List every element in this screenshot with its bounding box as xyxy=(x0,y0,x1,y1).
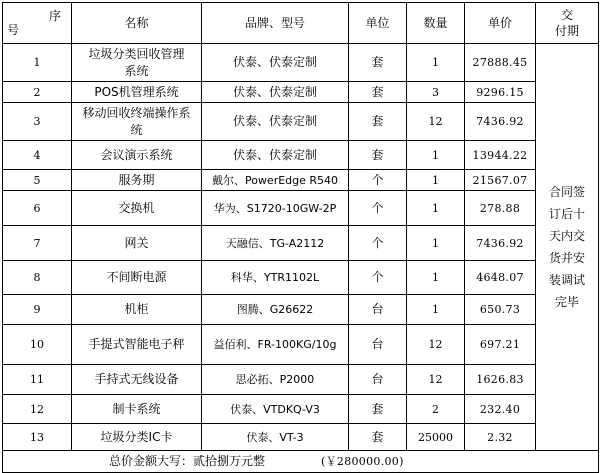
row-quantity: 12 xyxy=(407,365,465,395)
row-index: 2 xyxy=(3,82,72,103)
row-unit: 套 xyxy=(349,395,407,424)
row-brand: 天融信、TG-A2112 xyxy=(202,226,349,261)
row-quantity: 12 xyxy=(407,103,465,141)
header-index xyxy=(3,3,72,44)
header-row xyxy=(3,3,599,44)
row-index: 6 xyxy=(3,191,72,226)
row-index: 4 xyxy=(3,141,72,170)
table-row xyxy=(3,82,599,103)
row-price: 9296.15 xyxy=(465,82,536,103)
header-quantity: 数量 xyxy=(407,3,465,44)
row-quantity: 25000 xyxy=(407,424,465,451)
row-price: 232.40 xyxy=(465,395,536,424)
row-index: 5 xyxy=(3,170,72,191)
row-name: 手持式无线设备 xyxy=(72,365,202,395)
row-quantity: 1 xyxy=(407,295,465,325)
header-index-line1: 序 xyxy=(48,9,61,23)
row-price: 4648.07 xyxy=(465,261,536,295)
row-name: 不间断电源 xyxy=(72,261,202,295)
row-brand: 伏泰、伏泰定制 xyxy=(202,82,349,103)
row-name: 机柜 xyxy=(72,295,202,325)
table-row xyxy=(3,395,599,424)
row-brand: 华为、S1720-10GW-2P xyxy=(202,191,349,226)
row-price: 278.88 xyxy=(465,191,536,226)
header-unit-price: 单价 xyxy=(465,3,536,44)
row-price: 7436.92 xyxy=(465,226,536,261)
row-name: 手提式智能电子秤 xyxy=(72,325,202,365)
header-name: 名称 xyxy=(72,3,202,44)
row-unit: 个 xyxy=(349,170,407,191)
table-row xyxy=(3,325,599,365)
table-row xyxy=(3,295,599,325)
row-quantity: 2 xyxy=(407,395,465,424)
row-unit: 台 xyxy=(349,295,407,325)
row-price: 13944.22 xyxy=(465,141,536,170)
row-price: 7436.92 xyxy=(465,103,536,141)
row-name: 会议演示系统 xyxy=(72,141,202,170)
row-unit: 台 xyxy=(349,365,407,395)
row-unit: 个 xyxy=(349,261,407,295)
header-delivery-line1: 交 xyxy=(560,8,573,22)
row-brand: 伏泰、伏泰定制 xyxy=(202,103,349,141)
row-unit: 套 xyxy=(349,103,407,141)
row-index: 11 xyxy=(3,365,72,395)
row-brand: 伏泰、VTDKQ-V3 xyxy=(202,395,349,424)
row-name: 服务期 xyxy=(72,170,202,191)
row-brand: 图腾、G26622 xyxy=(202,295,349,325)
row-name: 移动回收终端操作系统 xyxy=(72,103,202,141)
row-unit: 台 xyxy=(349,325,407,365)
row-quantity: 1 xyxy=(407,44,465,82)
row-unit: 个 xyxy=(349,191,407,226)
row-brand: 科华、YTR1102L xyxy=(202,261,349,295)
table-row xyxy=(3,226,599,261)
row-quantity: 1 xyxy=(407,170,465,191)
row-price: 697.21 xyxy=(465,325,536,365)
table-row xyxy=(3,424,599,451)
header-brand-model: 品牌、型号 xyxy=(202,3,349,44)
row-name: 交换机 xyxy=(72,191,202,226)
delivery-term: 合同签订后十天内交货并安装调试完毕 xyxy=(536,44,599,451)
header-delivery-line2: 付期 xyxy=(554,24,579,38)
row-index: 8 xyxy=(3,261,72,295)
total-label: 总价金额大写：贰拾捌万元整 xyxy=(109,454,266,468)
row-price: 21567.07 xyxy=(465,170,536,191)
row-brand: 伏泰、伏泰定制 xyxy=(202,44,349,82)
row-name: 垃圾分类IC卡 xyxy=(72,424,202,451)
table-row xyxy=(3,141,599,170)
table-row xyxy=(3,191,599,226)
header-delivery xyxy=(536,3,599,44)
row-name: POS机管理系统 xyxy=(72,82,202,103)
row-brand: 伏泰、VT-3 xyxy=(202,424,349,451)
table-row xyxy=(3,103,599,141)
row-index: 13 xyxy=(3,424,72,451)
row-quantity: 1 xyxy=(407,226,465,261)
row-index: 1 xyxy=(3,44,72,82)
row-index: 3 xyxy=(3,103,72,141)
table-row xyxy=(3,44,599,82)
row-unit: 套 xyxy=(349,424,407,451)
row-unit: 套 xyxy=(349,44,407,82)
row-quantity: 1 xyxy=(407,191,465,226)
row-unit: 套 xyxy=(349,141,407,170)
table-row xyxy=(3,170,599,191)
row-index: 12 xyxy=(3,395,72,424)
header-unit: 单位 xyxy=(349,3,407,44)
header-index-line2: 号 xyxy=(7,23,20,37)
row-quantity: 1 xyxy=(407,261,465,295)
row-price: 650.73 xyxy=(465,295,536,325)
row-brand: 益佰利、FR-100KG/10g xyxy=(202,325,349,365)
row-unit: 套 xyxy=(349,82,407,103)
row-name: 网关 xyxy=(72,226,202,261)
row-brand: 戴尔、PowerEdge R540 xyxy=(202,170,349,191)
row-price: 1626.83 xyxy=(465,365,536,395)
row-index: 9 xyxy=(3,295,72,325)
row-quantity: 12 xyxy=(407,325,465,365)
table-row xyxy=(3,365,599,395)
table-row xyxy=(3,261,599,295)
quotation-table xyxy=(2,2,599,473)
row-index: 7 xyxy=(3,226,72,261)
row-name: 垃圾分类回收管理系统 xyxy=(72,44,202,82)
row-unit: 个 xyxy=(349,226,407,261)
row-name: 制卡系统 xyxy=(72,395,202,424)
row-quantity: 1 xyxy=(407,141,465,170)
row-quantity: 3 xyxy=(407,82,465,103)
row-price: 2.32 xyxy=(465,424,536,451)
row-brand: 伏泰、伏泰定制 xyxy=(202,141,349,170)
row-brand: 思必拓、P2000 xyxy=(202,365,349,395)
row-price: 27888.45 xyxy=(465,44,536,82)
total-amount: (￥280000.00) xyxy=(321,455,404,468)
row-index: 10 xyxy=(3,325,72,365)
